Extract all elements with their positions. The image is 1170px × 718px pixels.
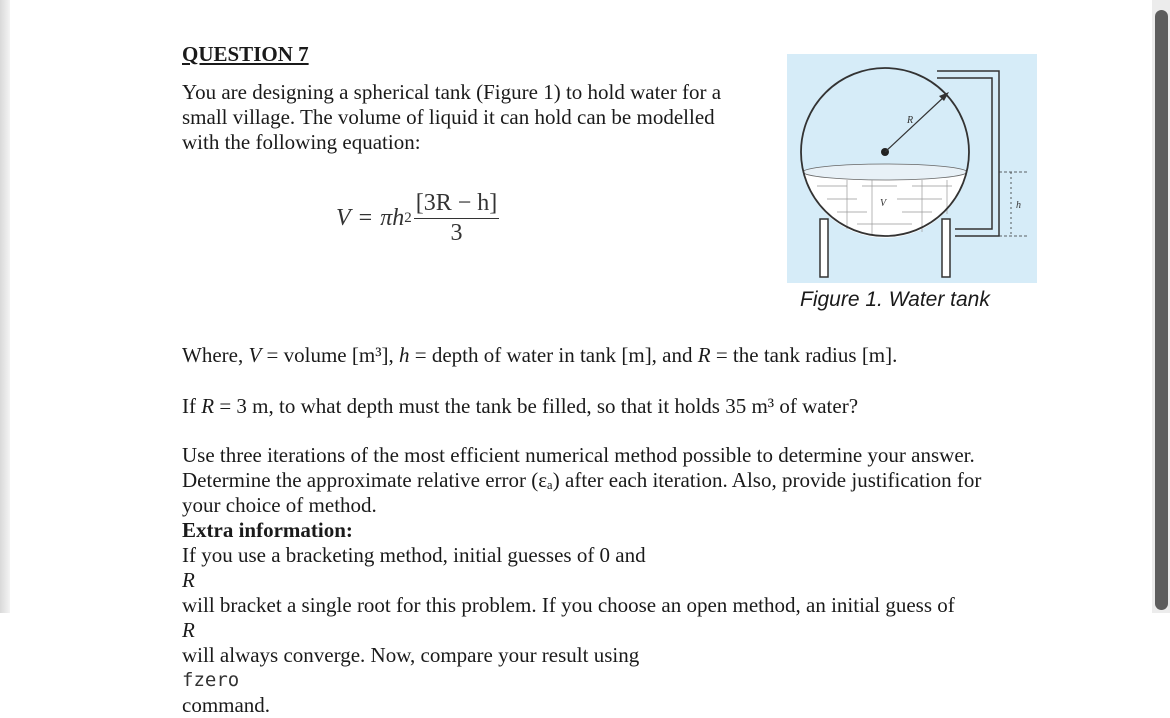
question-title: QUESTION 7 [182, 42, 309, 66]
symbol-h: h [399, 343, 410, 367]
vertical-scrollbar[interactable] [1152, 0, 1170, 613]
symbol-v: V [248, 343, 262, 367]
radius-line [885, 96, 945, 152]
instructions-line [182, 568, 1077, 643]
tank-diagram [787, 54, 1037, 283]
document-content [182, 0, 1077, 717]
symbol-r: R [182, 618, 195, 642]
instructions-text: If you use a bracketing method, initial guesses of 0 and [182, 543, 646, 567]
question-prefix: If [182, 394, 202, 418]
definitions-prefix: Where, [182, 343, 249, 367]
equation-exponent: 2 [404, 210, 412, 226]
instructions-text: your choice of method. [182, 493, 377, 517]
instructions-text: will bracket a single root for this problem. If you choose an open method, an initial guess of [182, 593, 955, 617]
figure-caption: Figure 1. Water tank [800, 288, 990, 311]
symbol-r: R [182, 568, 195, 592]
instructions-text: command. [182, 693, 271, 717]
symbol-r: R [201, 394, 215, 418]
definition-h: = depth of water in tank [m], and [409, 343, 698, 367]
definitions-paragraph [182, 343, 1077, 368]
page-edge [0, 0, 10, 613]
instructions-line [182, 643, 1077, 718]
equation-denominator: 3 [450, 220, 463, 246]
symbol-r: R [697, 343, 711, 367]
instructions-text: will always converge. Now, compare your result using [182, 643, 640, 667]
equation-equals: = [358, 205, 373, 231]
instructions-line: Use three iterations of the most efficient numerical method possible to determine your answer. [182, 443, 975, 467]
intro-paragraph [182, 80, 772, 155]
question-rest: = 3 m, to what depth must the tank be filled, so that it holds 35 m³ of water? [214, 394, 859, 418]
extra-info-label: Extra information: [182, 518, 353, 542]
volume-equation [336, 190, 499, 247]
scrollbar-thumb[interactable] [1155, 10, 1168, 610]
instructions-line: Determine the approximate relative error (εₐ) after each iteration. Also, provide justification for [182, 468, 982, 492]
label-v: V [880, 198, 887, 209]
equation-fraction [414, 190, 500, 247]
label-r: R [907, 115, 914, 126]
definition-v: = volume [m³], [261, 343, 399, 367]
fzero-code: fzero [182, 669, 240, 691]
equation-pi-h: πh [380, 205, 405, 231]
instructions-paragraph [182, 443, 1077, 718]
intro-line: small village. The volume of liquid it can hold can be modelled [182, 105, 715, 129]
intro-line: with the following equation: [182, 130, 421, 154]
equation-numerator: [3R − h] [414, 190, 500, 219]
instructions-line [182, 493, 1077, 568]
label-h: h [1016, 200, 1021, 211]
intro-line: You are designing a spherical tank (Figure 1) to hold water for a [182, 80, 722, 104]
water-tank-figure [787, 54, 1037, 283]
question-paragraph [182, 394, 1077, 419]
definition-r: = the tank radius [m]. [710, 343, 898, 367]
tank-leg-right [942, 219, 950, 277]
equation-lhs: V [336, 205, 351, 231]
tank-leg-left [820, 219, 828, 277]
water-surface [803, 164, 967, 180]
